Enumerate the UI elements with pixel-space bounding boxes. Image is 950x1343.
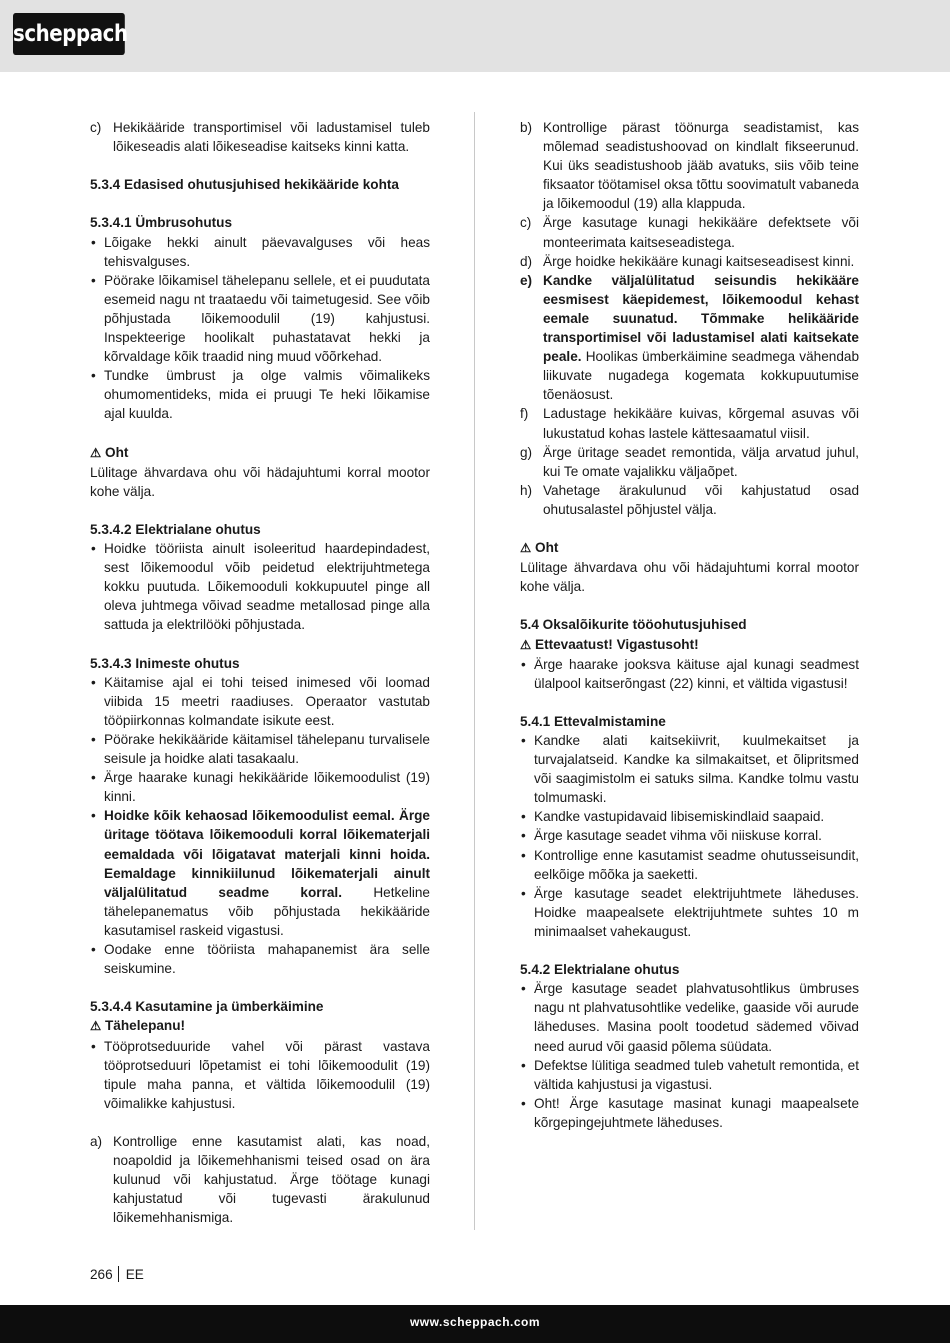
bullet-marker: • (521, 733, 526, 748)
bullet-item (520, 826, 859, 845)
list-marker: e) (520, 272, 533, 288)
list-marker: c) (520, 215, 532, 231)
list-item-d (520, 252, 859, 271)
bullet-item (520, 655, 859, 693)
bullet-text: Ärge kasutage seadet elektrijuhtmete läheduses. Hoidke maapealsete elektrijuhtmete suhtes 10 m minimaalset vahekaugust. (534, 885, 859, 939)
section-heading-5-3-4-3: 5.3.4.3 Inimeste ohutus (90, 655, 240, 671)
bullet-text-bold: Hoidke kõik kehaosad lõikemoodulist eemal. Ärge üritage töötava lõikemooduli korral lõikematerjali eemaldada või lõigatavat materjali kinni hoida. Eemaldage kinnikiilunud lõikematerjali ainult väljalülitatud seadme korral. (104, 808, 430, 900)
danger-text: Lülitage ähvardava ohu või hädajuhtumi korral mootor kohe välja. (520, 560, 859, 595)
section-heading-5-3-4: 5.3.4 Edasised ohutusjuhised hekikääride kohta (90, 177, 399, 193)
bullet-text: Ärge kasutage seadet plahvatusohtlikus ümbruses nagu nt plahvatusohtlike vedelike, gaaside või aurude läheduses. Masina poolt toodetud sädemed võivad need aurud või gaasid põlema süüdata. (534, 981, 859, 1054)
bullet-text: Lõigake hekki ainult päevavalguses või heas tehisvalguses. (104, 234, 430, 269)
bullet-marker: • (91, 674, 96, 690)
bullet-marker: • (91, 808, 96, 824)
right-column (520, 118, 859, 1132)
list-marker: c) (90, 120, 102, 135)
list-text: Ladustage hekikääre kuivas, kõrgemal asuvas või lukustatud kohas lastele kättesaamatul viisil. (543, 406, 859, 441)
bullet-marker: • (521, 885, 526, 901)
bullet-text: Ärge kasutage seadet vihma või niiskuse korral. (534, 828, 822, 844)
list-item-a (90, 1132, 430, 1227)
list-item-b (520, 118, 859, 213)
list-text: Ärge hoidke hekikääre kunagi kaitseseadisest kinni. (543, 253, 855, 269)
bullet-item (520, 979, 859, 1055)
list-marker: a) (90, 1133, 103, 1149)
list-item-g (520, 443, 859, 481)
section-heading-5-4-1: 5.4.1 Ettevalmistamine (520, 713, 666, 729)
bullet-marker: • (521, 656, 526, 672)
warning-triangle-icon: ⚠ (90, 1019, 102, 1034)
section-heading-5-3-4-4: 5.3.4.4 Kasutamine ja ümberkäimine (90, 999, 324, 1015)
section-heading-5-3-4-2: 5.3.4.2 Elektrialane ohutus (90, 521, 261, 537)
list-text: Kontrollige enne kasutamist alati, kas noad, noapoldid ja lõikemehhanismi teised osad on ära kulunud või kahjustatud. Ärge töötage kunagi kahjustatud või tugevasti ärakulunud lõikemehhanismiga. (113, 1133, 430, 1226)
bullet-text: Tööprotseduuride vahel või pärast vastava tööprotseduuri lõpetamist ei tohi lõikemoodulit (19) tipule maha panna, et vältida lõikemoodulil (19) võimalikke kahjustusi. (104, 1038, 430, 1111)
danger-title: Oht (105, 444, 129, 460)
attention-title: Tähelepanu! (105, 1018, 186, 1034)
bullet-item (520, 807, 859, 826)
bullet-item (90, 940, 430, 978)
page-footer (90, 1265, 144, 1284)
danger-title: Oht (535, 540, 559, 556)
danger-text: Lülitage ähvardava ohu või hädajuhtumi korral mootor kohe välja. (90, 464, 430, 499)
bullet-item (520, 1056, 859, 1094)
bullet-item (90, 768, 430, 806)
list-text: Hoolikas ümberkäimine seadmega vähendab liikuvate nugadega kogemata kokkupuutumise tõenäosust. (543, 349, 859, 403)
bullet-text: Pöörake lõikamisel tähelepanu sellele, et ei puudutata esemeid nagu nt traataedu või taimetugesid. See võib põhjustada lõikemoodulil (19) kahjustusi. Inspekteerige hoolikalt puhastatavat hekki ja kõrvaldage kõik traadid ning muud võõrkehad. (104, 272, 430, 365)
bullet-item (90, 233, 430, 271)
list-text: Ärge üritage seadet remontida, välja arvatud juhul, kui Te omate vajalikku väljaõpet. (543, 444, 859, 479)
bullet-marker: • (521, 1057, 526, 1073)
bullet-marker: • (521, 809, 526, 825)
bottom-bar (0, 1305, 950, 1343)
list-item-f (520, 404, 859, 442)
bullet-marker: • (521, 1095, 526, 1111)
list-marker: h) (520, 482, 533, 498)
list-marker: g) (520, 444, 533, 460)
danger-heading (520, 538, 859, 558)
bullet-text: Tundke ümbrust ja olge valmis võimalikeks ohumomentideks, mida ei pruugi Te heki lõikamise ajal kuulda. (104, 368, 430, 422)
column-divider (474, 112, 475, 1230)
bullet-text: Käitamise ajal ei tohi teised inimesed või loomad viibida 15 meetri raadiuses. Operaator vastutab tööpiirkonnas kolmandate isikute eest. (104, 674, 430, 728)
bullet-marker: • (91, 942, 96, 958)
list-text: Ärge kasutage kunagi hekikääre defektsete või monteerimata kaitseseadistega. (543, 215, 859, 250)
list-marker: f) (520, 406, 529, 422)
bullet-marker: • (91, 541, 96, 557)
bullet-item (90, 806, 430, 940)
list-item-e (520, 271, 859, 405)
warning-triangle-icon: ⚠ (520, 637, 532, 652)
bullet-text: Oht! Ärge kasutage masinat kunagi maapealsete kõrgepingejuhtmete läheduses. (534, 1095, 859, 1130)
section-heading-5-3-4-1: 5.3.4.1 Ümbrusohutus (90, 215, 233, 231)
bullet-item (90, 730, 430, 768)
list-marker: d) (520, 253, 533, 269)
bullet-text: Kandke alati kaitsekiivrit, kuulmekaitset ja turvajalatseid. Kandke ka silmakaitset, et õlipritsmed või saagimistolm ei satuks silma. Kandke tolmu vastu tolmumaski. (534, 733, 859, 806)
section-heading-5-4: 5.4 Oksalõikurite tööohutusjuhised (520, 617, 747, 633)
list-text: Vahetage ärakulunud või kahjustatud osad ohutusalastel põhjustel välja. (543, 482, 859, 517)
bullet-item (90, 271, 430, 366)
bullet-item (90, 539, 430, 634)
bullet-text: Pöörake hekikääride käitamisel tähelepanu turvalisele seisule ja hoidke alati tasakaalu. (104, 732, 430, 767)
list-text-bold: Kandke väljalülitatud seisundis hekikääre eesmisest käepidemest, lõikemoodul kehast eemale suunatud. Tõmmake helikääride transportimisel või ladustamisel alati kaitsekate peale. (543, 272, 859, 365)
bullet-text: Kandke vastupidavaid libisemiskindlaid saapaid. (534, 809, 825, 825)
bullet-item (90, 1037, 430, 1113)
bullet-marker: • (91, 770, 96, 786)
danger-heading (90, 443, 430, 463)
bullet-text: Hetkeline tähelepanematus võib põhjustada hekikääride kasutamisel raskeid vigastusi. (104, 884, 430, 938)
bullet-marker: • (521, 847, 526, 863)
warning-triangle-icon: ⚠ (90, 445, 102, 460)
bullet-item (520, 884, 859, 941)
bullet-marker: • (91, 368, 96, 384)
list-item-c (520, 213, 859, 251)
bullet-text: Oodake enne tööriista mahapanemist ära selle seiskumine. (104, 942, 430, 977)
attention-heading (90, 1016, 430, 1036)
list-marker: b) (520, 120, 533, 135)
section-heading-5-4-2: 5.4.2 Elektrialane ohutus (520, 962, 680, 978)
footer-separator (118, 1266, 119, 1282)
list-text: Kontrollige pärast töönurga seadistamist, kas mõlemad seadistushoovad on kindlalt fikseerunud. Kui üks seadistushoob jääb avatuks, siis võib teine fiksaator töötamisel oksa tõttu soovimatult vabaneda ja lõikemoodul (19) alla klappuda. (543, 120, 859, 212)
bullet-marker: • (521, 828, 526, 844)
bullet-text: Defektse lülitiga seadmed tuleb vahetult remontida, et vältida kahjustusi ja vigastusi. (534, 1057, 859, 1092)
list-text: Hekikääride transportimisel või ladustamisel tuleb lõikeseadis alati lõikeseadise kaitseks kinni katta. (113, 120, 430, 155)
bullet-item (520, 731, 859, 807)
bullet-item (520, 846, 859, 884)
brand-logo: scheppach (13, 13, 125, 55)
bullet-item (90, 673, 430, 730)
bullet-text: Hoidke tööriista ainult isoleeritud haardepindadest, sest lõikemoodul võib peidetud elektrijuhtmetega kokku puutuda. Lõikemooduli kokkupuutel pinge all oleva juhtmega võivad seadme metallosad pinge alla sattuda ja elektrilööki põhjustada. (104, 541, 430, 633)
list-item-h (520, 481, 859, 519)
caution-title: Ettevaatust! Vigastusoht! (535, 636, 699, 652)
caution-heading (520, 635, 859, 655)
bullet-marker: • (91, 234, 96, 250)
page-number: 266 (90, 1267, 113, 1282)
bullet-text: Kontrollige enne kasutamist seadme ohutusseisundit, eelkõige mõõka ja saeketti. (534, 847, 859, 882)
bullet-text: Ärge haarake kunagi hekikääride lõikemoodulist (19) kinni. (104, 770, 430, 805)
bullet-item (90, 366, 430, 423)
bullet-marker: • (521, 981, 526, 997)
bullet-marker: • (91, 1038, 96, 1054)
header-bar (0, 0, 950, 72)
website-url: www.scheppach.com (409, 1315, 541, 1329)
bullet-marker: • (91, 732, 96, 747)
left-column (90, 118, 430, 1227)
language-code: EE (125, 1267, 144, 1282)
bullet-marker: • (91, 272, 96, 288)
bullet-text: Ärge haarake jooksva käituse ajal kunagi seadmest ülalpool kaitserõngast (22) kinni, et vältida vigastusi! (534, 656, 859, 691)
bullet-item (520, 1094, 859, 1132)
warning-triangle-icon: ⚠ (520, 541, 532, 556)
list-item-c (90, 118, 430, 156)
